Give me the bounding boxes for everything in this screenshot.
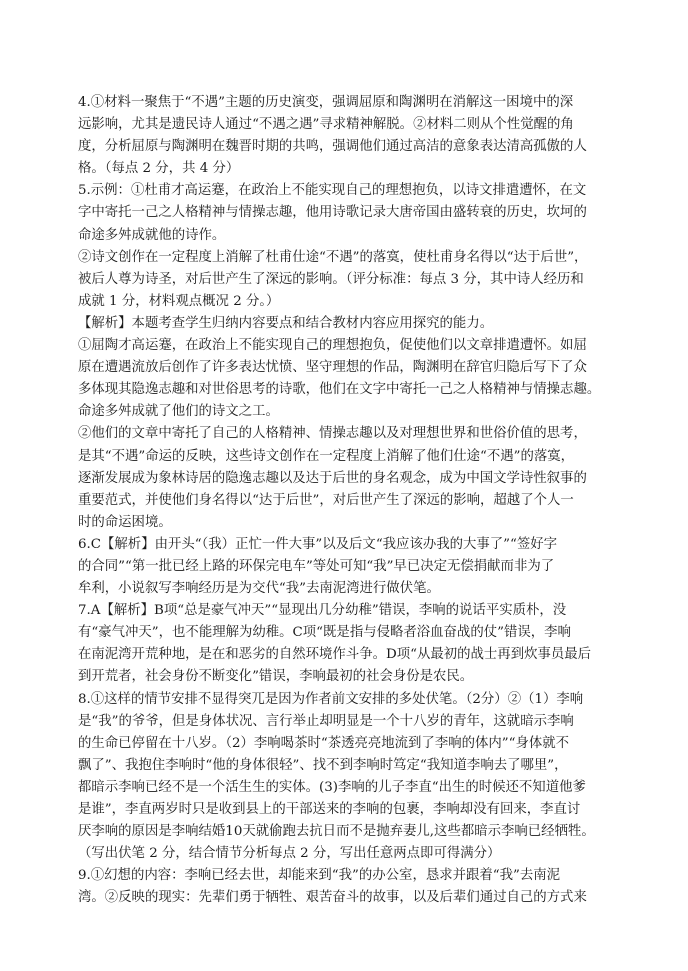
- text-line: 格。（每点 2 分，共 4 分）: [78, 161, 240, 177]
- text-line: 的生命已停留在十八岁。（2）李响喝茶时“茶透亮亮地流到了李响的体内”“身体就不: [78, 735, 570, 751]
- text-line: 时的命运困境。: [78, 514, 172, 530]
- text-line: 命途多舛成就他的诗作。: [78, 227, 226, 243]
- text-line: 原在遭遇流放后创作了许多表达忧愤、坚守理想的作品，陶渊明在辞官归隐后写下了众: [78, 360, 587, 376]
- text-line: 度，分析屈原与陶渊明在魏晋时期的共鸣，强调他们通过高洁的意象表达清高孤傲的人: [78, 139, 587, 155]
- text-line: 到开荒者，社会身份不断变化”错误，李响最初的社会身份是农民。: [78, 669, 474, 685]
- text-line: 是其“不遇”命运的反映，这些诗文创作在一定程度上消解了他们仕途“不遇”的落寞，: [78, 448, 575, 464]
- text-line: 有“豪气冲天”，也不能理解为幼稚。C项“既是指与侵略者浴血奋战的仗”错误，李响: [78, 625, 571, 641]
- text-line: ②他们的文章中寄托了自己的人格精神、情操志趣以及对理想世界和世俗价值的思考，: [78, 426, 587, 442]
- text-line: 9.①幻想的内容：李响已经去世，却能来到“我”的办公室，恳求并跟着“我”去南泥: [78, 868, 561, 884]
- text-line: 【解析】本题考查学生归纳内容要点和结合教材内容应用探究的能力。: [78, 315, 494, 331]
- text-line: 5.示例：①杜甫才高运蹇，在政治上不能实现自己的理想抱负，以诗文排遣遭怀，在文: [78, 183, 587, 199]
- text-line: 飘了”、我抱住李响时“他的身体很轻”、找不到李响时笃定“我知道李响去了哪里”，: [78, 757, 568, 773]
- text-line: 4.①材料一聚焦于“不遇”主题的历史演变，强调屈原和陶渊明在消解这一困境中的深: [78, 95, 574, 110]
- text-line: 多体现其隐逸志趣和对世俗思考的诗歌，他们在文字中寄托一己之人格精神与情操志趣。: [78, 382, 601, 398]
- text-line: 湾。②反映的现实：先辈们勇于牺牲、艰苦奋斗的故事，以及后辈们通过自己的方式来: [78, 890, 587, 906]
- text-line: 逐渐发展成为象林诗居的隐逸志趣以及达于后世的身名观念，成为中国文学诗性叙事的: [78, 470, 587, 486]
- text-line: 远影响，尤其是遗民诗人通过“不遇之遇”寻求精神解脱。②材料二则从个性觉醒的角: [78, 117, 574, 133]
- text-line: 命途多舛成就了他们的诗文之工。: [78, 404, 279, 420]
- text-line: （写出伏笔 2 分，结合情节分析每点 2 分，写出任意两点即可得满分）: [78, 846, 501, 862]
- text-line: 在南泥湾开荒种地，是在和恶劣的自然环境作斗争。D项“从最初的战士再到炊事员最后: [78, 647, 592, 663]
- text-line: 7.A【解析】B项“总是豪气冲天”“显现出几分幼稚”错误，李响的说话平实质朴，没: [78, 603, 567, 619]
- text-line: 都暗示李响已经不是一个活生生的实体。(3)李响的儿子李直“出生的时候还不知道他爹: [78, 779, 586, 795]
- text-line: 被后人尊为诗圣，对后世产生了深远的影响。（评分标准：每点 3 分，其中诗人经历和: [78, 271, 584, 287]
- text-line: 是谁”，李直两岁时只是收到县上的干部送来的李响的包裹，李响却没有回来，李直讨: [78, 802, 581, 817]
- text-line: 的合同”“第一批已经上路的环保完电车”等处可知“我”早已决定无偿捐献而非为了: [78, 558, 555, 574]
- text-line: 6.C【解析】由开头“（我）正忙一件大事”以及后文“我应该办我的大事了”“签好字: [78, 536, 558, 552]
- text-line: ①屈陶才高运蹇，在政治上不能实现自己的理想抱负，促使他们以文章排遣遭怀。如屈: [78, 338, 587, 354]
- text-line: 字中寄托一己之人格精神与情操志趣，他用诗歌记录大唐帝国由盛转衰的历史，坎坷的: [78, 205, 587, 221]
- text-line: 重要范式，并使他们身名得以“达于后世”，对后世产生了深远的影响，超越了个人一: [78, 492, 574, 508]
- text-line: ②诗文创作在一定程度上消解了杜甫仕途“不遇”的落寞，使杜甫身名得以“达于后世”，: [78, 249, 588, 265]
- text-line: 成就 1 分，材料观点概况 2 分。）: [78, 293, 280, 309]
- text-line: 8.①这样的情节安排不显得突兀是因为作者前文安排的多处伏笔。（2分）②（1）李响: [78, 691, 584, 707]
- text-line: 牟利，小说叙写李响经历是为交代“我”去南泥湾进行做伏笔。: [78, 581, 440, 597]
- text-line: 厌李响的原因是李响结婚10天就偷跑去抗日而不是抛弃妻儿,这些都暗示李响已经牺牲。: [78, 824, 595, 840]
- text-line: 是“我”的爷爷，但是身体状况、言行举止却明显是一个十八岁的青年，这就暗示李响: [78, 713, 574, 729]
